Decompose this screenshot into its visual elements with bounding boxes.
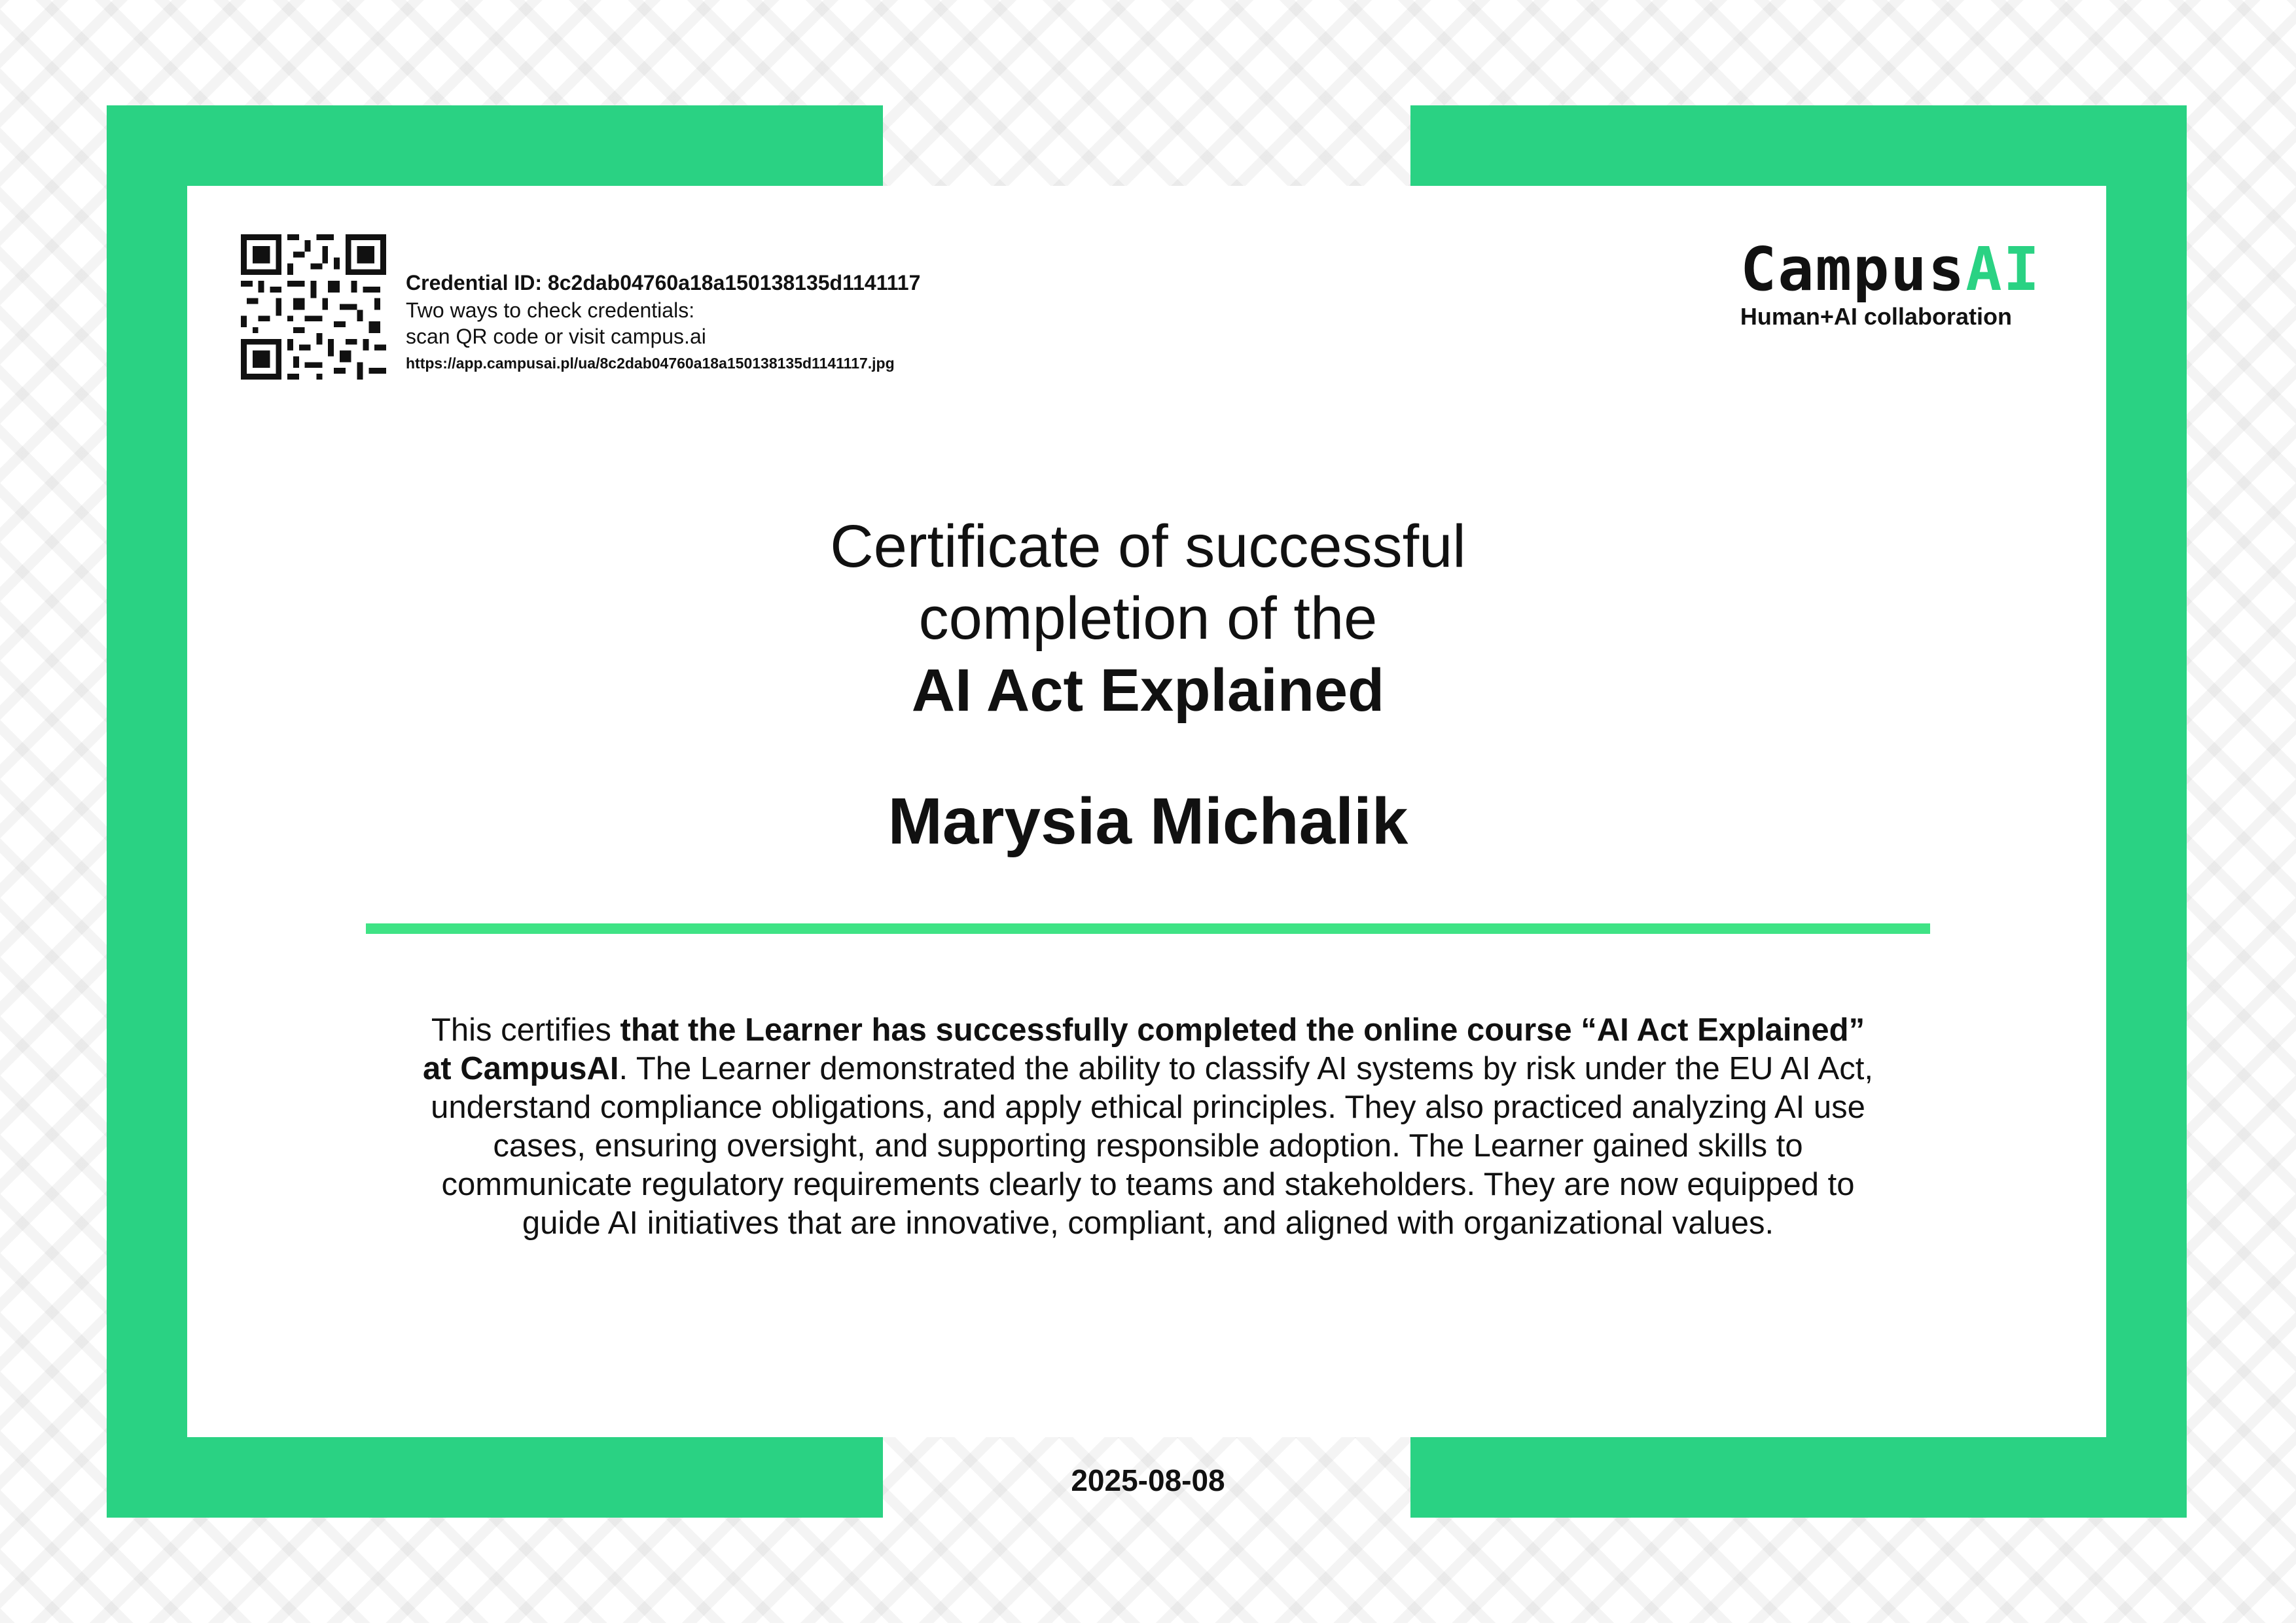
certificate-title xyxy=(0,510,2296,726)
certificate-description xyxy=(419,1011,1877,1243)
logo-wordmark xyxy=(1740,234,2041,304)
description-bold: that the Learner has successfully completed the online course “AI Act Explained” at CampusAI xyxy=(423,1012,1865,1086)
credential-info xyxy=(406,268,1060,374)
qr-code-icon[interactable] xyxy=(241,234,386,380)
logo-word-campus: Campus xyxy=(1740,234,1966,304)
issue-date: 2025-08-08 xyxy=(1071,1463,1225,1497)
divider-line xyxy=(366,923,1930,934)
description-intro: This certifies xyxy=(431,1012,620,1048)
logo-tagline: Human+AI collaboration xyxy=(1740,303,2012,330)
course-name: AI Act Explained xyxy=(911,657,1385,724)
credential-id: Credential ID: 8c2dab04760a18a150138135d1141117 xyxy=(406,271,921,294)
credential-url-link[interactable]: https://app.campusai.pl/ua/8c2dab04760a18a150138135d1141117.jpg xyxy=(406,355,895,372)
frame-top-left xyxy=(107,105,883,186)
description-rest: . The Learner demonstrated the ability to classify AI systems by risk under the EU AI Act, understand compliance obligations, and apply ethical principles. They also practiced analyzing AI use cases, ensuring oversight, and supporting responsible adoption. The Learner gained skills to communicate regulatory requirements clearly to teams and stakeholders. They are now equipped to guide AI initiatives that are innovative, compliant, and aligned with organizational values. xyxy=(431,1051,1873,1241)
credential-check-line-2: scan QR code or visit campus.ai xyxy=(406,325,706,348)
title-line-2: completion of the xyxy=(918,585,1378,652)
frame-top-right xyxy=(1410,105,2187,186)
credential-check-line-1: Two ways to check credentials: xyxy=(406,298,695,322)
learner-name: Marysia Michalik xyxy=(888,785,1408,858)
campusai-logo xyxy=(1740,234,2041,331)
title-line-1: Certificate of successful xyxy=(830,513,1466,580)
logo-word-ai: AI xyxy=(1965,234,2041,304)
